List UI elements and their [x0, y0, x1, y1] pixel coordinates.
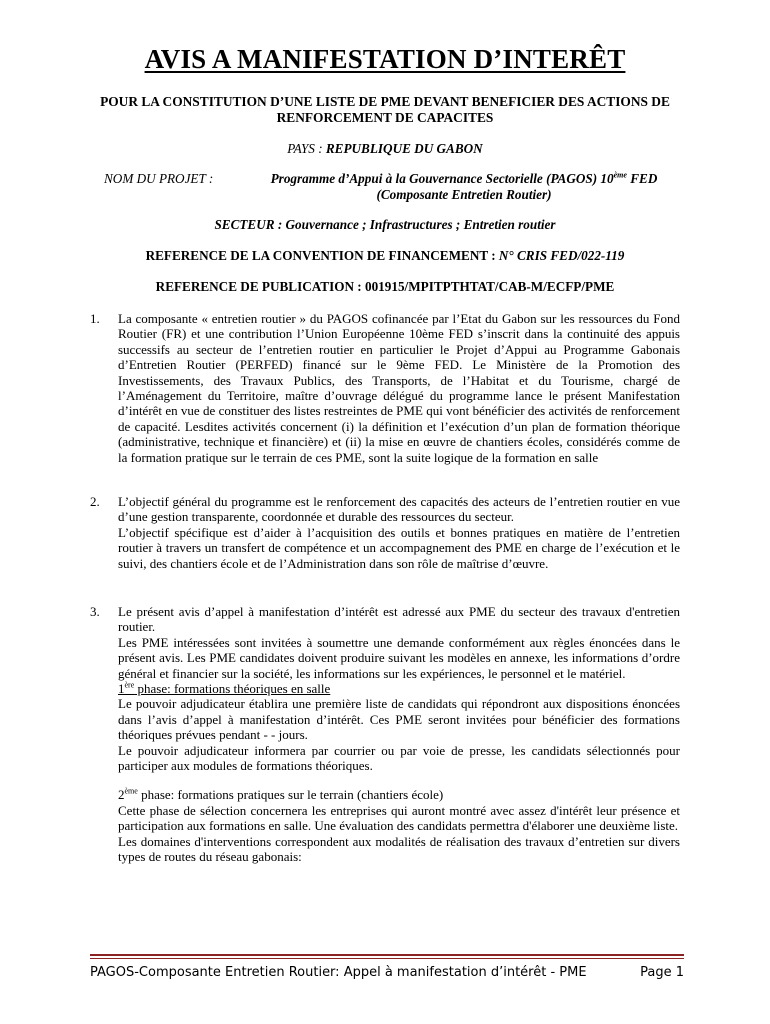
project-name-text: Programme d’Appui à la Gouvernance Sectorielle (PAGOS) 10 — [270, 171, 614, 186]
phase-2-text: phase: formations pratiques sur le terrain (chantiers école) — [137, 787, 444, 803]
paragraph: Les PME intéressées sont invitées à soumettre une demande conformément aux règles énoncées dans le présent avis. Les PME candidates doivent produire suivant les modèles en annexe, les informations d’ordre général et financier sur la société, les informations sur les expériences, le personnel et le matériel. — [118, 634, 680, 681]
project-name-end: FED — [626, 171, 658, 186]
phase-2-sup: ème — [124, 787, 138, 797]
paragraph: L’objectif général du programme est le renforcement des capacités des acteurs de l’entretien routier en vue d’une gestion transparente, coordonnée et durable des ressources du secteur. — [118, 494, 680, 525]
phase-2-heading — [118, 787, 680, 802]
list-item-number: 1. — [90, 311, 100, 326]
project-value-line2: (Composante Entretien Routier) — [376, 187, 552, 202]
paragraph: Le pouvoir adjudicateur établira une première liste de candidats qui répondront aux dispositions énoncées dans l’avis d’appel à manifestation d’intérêt. Ces PME seront invitées pour bénéficier des formations théoriques prévues pendant - - jours. — [118, 696, 680, 743]
pays-value: REPUBLIQUE DU GABON — [325, 141, 483, 156]
pays-label: PAYS — [287, 141, 315, 156]
page-number: Page 1 — [640, 965, 684, 980]
paragraph: La composante « entretien routier » du PAGOS cofinancée par l’Etat du Gabon sur les ressources du Fond Routier (FR) et une contribution l’Union Européenne 10ème FED s’inscrit dans la continuité des appuis successifs au secteur de l’entretien routier en particulier le Projet d’Appui au Programme Gabonais d’Entretien Routier (PERFED) financé sur le 9ème FED. Le Ministère de la Promotion des Investissements, des Travaux Publics, des Transports, de l’Habitat et du Tourisme, chargé de l’Aménagement du Territoire, maître d’ouvrage délégué du programme lance le présent Manifestation d’intérêt en vue de constituer des listes restreintes de PME qui vont bénéficier des activités de renforcement de capacité. Lesdites activités concernent (i) la définition et l’exécution d’un plan de formation théorique (administrative, technique et financière) et (ii) la mise en œuvre de chantiers écoles, considérés comme de la formation pratique sur le terrain de ces PME, sont la suite logique de la formation en salle — [118, 311, 680, 465]
publication-line: REFERENCE DE PUBLICATION : 001915/MPITPTHTAT/CAB-M/ECFP/PME — [155, 279, 615, 294]
phase-1-text: phase: formations théoriques en salle — [134, 681, 331, 697]
document-subtitle: POUR LA CONSTITUTION D’UNE LISTE DE PME DEVANT BENEFICIER DES ACTIONS DE RENFORCEMENT DE CAPACITES — [100, 94, 670, 125]
pays-separator: : — [314, 141, 326, 156]
project-value — [244, 171, 684, 203]
list-item-body — [118, 604, 680, 865]
list-item-body — [118, 494, 680, 571]
phase-1-heading — [118, 681, 680, 696]
list-item-number: 3. — [90, 604, 100, 619]
footer-text: PAGOS-Composante Entretien Routier: Appel à manifestation d’intérêt - PME — [90, 965, 587, 980]
paragraph: Le pouvoir adjudicateur informera par courrier ou par voie de presse, les candidats sélectionnés pour participer aux modules de formations théoriques. — [118, 742, 680, 774]
document-title: AVIS A MANIFESTATION D’INTERÊT — [144, 44, 626, 74]
paragraph: L’objectif spécifique est d’aider à l’acquisition des outils et bonnes pratiques en matière de l’entretien routier à travers un transfert de compétence et un accompagnement des PME en charge de l’exécution et le suivi, des chantiers école et de l’Administration dans son rôle de maîtrise d’œuvre. — [118, 524, 680, 571]
secteur-line: SECTEUR : Gouvernance ; Infrastructures ; Entretien routier — [214, 217, 556, 232]
project-value-line1 — [244, 171, 684, 187]
phase-2-number: 2 — [118, 787, 125, 803]
footer-divider-thin — [90, 958, 684, 959]
list-item-number: 2. — [90, 494, 100, 509]
phase-1-sup: ère — [124, 680, 135, 690]
footer-divider — [90, 954, 684, 956]
phase-1-number: 1 — [118, 681, 125, 697]
convention-value: N° CRIS FED/022-119 — [498, 248, 625, 263]
project-label: NOM DU PROJET : — [104, 171, 214, 186]
convention-label: REFERENCE DE LA CONVENTION DE FINANCEMENT : — [145, 248, 499, 263]
project-name-sup: ème — [613, 170, 627, 180]
paragraph: Le présent avis d’appel à manifestation d’intérêt est adressé aux PME du secteur des travaux d'entretien routier. — [118, 604, 680, 635]
paragraph: Les domaines d'interventions correspondent aux modalités de réalisation des travaux d’entretien sur divers types de routes du réseau gabonais: — [118, 833, 680, 865]
list-item-body — [118, 311, 680, 465]
pays-line — [0, 141, 770, 157]
convention-line — [0, 248, 770, 264]
paragraph: Cette phase de sélection concernera les entreprises qui auront montré avec assez d'intérêt leur présence et participation aux formations en salle. Une évaluation des candidats permettra d'élaborer une deuxième liste. — [118, 802, 680, 834]
